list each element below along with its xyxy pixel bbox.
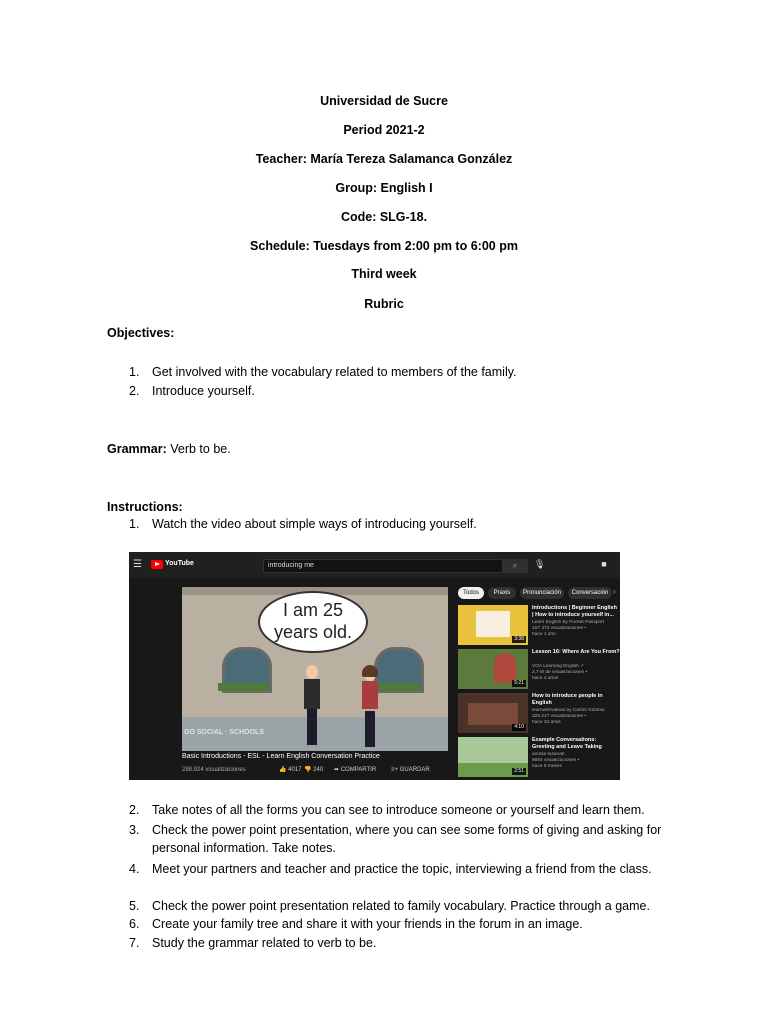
recommended-views: 2,7 M de visualizaciones • — [532, 670, 588, 675]
recommended-title: How to introduce people in English — [532, 693, 603, 706]
schedule: Schedule: Tuesdays from 2:00 pm to 6:00 pm — [250, 239, 518, 253]
recommended-title: Example Conversations: Greeting and Leave Taking — [532, 737, 602, 750]
video-duration: 5:21 — [514, 680, 524, 686]
youtube-brand[interactable]: YouTube — [165, 560, 194, 567]
recommended-age: hace 4 años — [532, 676, 559, 681]
share-button[interactable] — [334, 766, 376, 774]
thumbs-down-icon: 👎 — [304, 767, 312, 773]
save-button[interactable] — [391, 766, 430, 774]
recommended-video[interactable] — [458, 693, 618, 735]
recommended-views: 328.217 visualizaciones • — [532, 714, 586, 719]
instruction-item: Meet your partners and teacher and practice the topic, interviewing a friend from the class. — [152, 862, 652, 876]
video-views: 288.924 visualizaciones — [182, 767, 246, 773]
youtube-logo-icon[interactable] — [151, 560, 163, 569]
grammar-line — [107, 441, 231, 457]
chip-praxis[interactable]: Praxis — [488, 587, 516, 599]
like-button[interactable] — [279, 766, 302, 774]
objective-item: Introduce yourself. — [152, 384, 255, 398]
recommended-channel: annisa fusanah — [532, 752, 565, 757]
scene-plant — [218, 683, 268, 691]
instruction-number: 7. — [129, 936, 140, 950]
instruction-number: 6. — [129, 917, 140, 931]
objective-number: 1. — [129, 365, 140, 379]
instruction-number: 4. — [129, 862, 140, 876]
create-video-icon[interactable]: ■ — [601, 559, 607, 569]
instruction-item: Study the grammar related to verb to be. — [152, 936, 377, 950]
share-label: COMPARTIR — [340, 767, 377, 773]
menu-icon[interactable]: ☰ — [133, 559, 142, 570]
recommended-video[interactable] — [458, 649, 618, 691]
rubric-title: Rubric — [364, 297, 404, 311]
video-duration: 3:38 — [514, 636, 524, 642]
video-thumbnail[interactable] — [458, 605, 528, 645]
university-name: Universidad de Sucre — [320, 94, 448, 108]
search-icon[interactable]: ⌕ — [502, 559, 528, 573]
instruction-item: Check the power point presentation related to family vocabulary. Practice through a game. — [152, 899, 650, 913]
man-character — [304, 665, 320, 745]
speech-bubble — [258, 591, 368, 653]
chevron-right-icon[interactable]: › — [613, 587, 616, 596]
share-icon: ➦ — [334, 767, 340, 773]
recommended-channel: learnwithvideos by Carlos Gontow — [532, 708, 605, 713]
recommended-video[interactable] — [458, 605, 618, 647]
dislike-button[interactable] — [304, 766, 323, 774]
group: Group: English I — [335, 181, 433, 195]
youtube-screenshot — [129, 552, 620, 780]
objectives-heading: Objectives: — [107, 326, 175, 340]
chip-all[interactable]: Todos — [458, 587, 484, 599]
objective-item: Get involved with the vocabulary related to members of the family. — [152, 365, 517, 379]
recommended-age: hace 10 años — [532, 720, 561, 725]
instruction-number: 2. — [129, 803, 140, 817]
instruction-number: 3. — [129, 823, 140, 837]
woman-character — [362, 667, 378, 747]
instructions-heading: Instructions: — [107, 500, 183, 514]
recommended-views: 107 473 visualizaciones • — [532, 626, 586, 631]
video-player[interactable] — [182, 587, 448, 751]
search-input[interactable] — [263, 559, 503, 573]
recommended-channel: Learn English by Pocket Passport — [532, 620, 604, 625]
video-duration: 2:51 — [514, 768, 524, 774]
code: Code: SLG-18. — [340, 210, 428, 224]
microphone-icon[interactable]: 🎙 — [534, 559, 546, 569]
recommended-video[interactable] — [458, 737, 618, 779]
video-thumbnail[interactable] — [458, 649, 528, 689]
recommended-age: hace 9 meses — [532, 764, 562, 769]
save-label: GUARDAR — [399, 767, 430, 773]
objective-number: 2. — [129, 384, 140, 398]
thumbs-up-icon: 👍 — [279, 767, 287, 773]
save-icon: ≡+ — [391, 767, 399, 773]
channel-watermark: GO SOCIAL · SCHOOLS — [184, 729, 264, 736]
youtube-topbar — [129, 552, 620, 578]
search-value: introducing me — [268, 562, 314, 569]
recommended-title: Lesson 16: Where Are You From? — [532, 649, 620, 655]
instruction-item: Create your family tree and share it with your friends in the forum in an image. — [152, 917, 583, 931]
video-title: Basic Introductions - ESL - Learn English Conversation Practice — [182, 753, 380, 760]
grammar-text: Verb to be. — [170, 442, 231, 456]
instruction-item: Take notes of all the forms you can see to introduce someone or yourself and learn them. — [152, 803, 645, 817]
instruction-item: Watch the video about simple ways of introducing yourself. — [152, 517, 477, 531]
period: Period 2021-2 — [343, 123, 425, 137]
recommended-views: 8664 visualizaciones • — [532, 758, 580, 763]
grammar-label: Grammar: — [107, 442, 167, 456]
recommended-title: Introductions | Beginner English | How to introduce yourself in... — [532, 605, 617, 618]
video-thumbnail[interactable] — [458, 737, 528, 777]
teacher: Teacher: María Tereza Salamanca González — [255, 152, 513, 166]
dislike-count: 240 — [313, 767, 324, 773]
recommended-channel: VOA Learning English ✓ — [532, 664, 585, 669]
instruction-item: Check the power point presentation, where you can see some forms of giving and asking for personal information. Take notes. — [152, 823, 662, 855]
video-thumbnail[interactable] — [458, 693, 528, 733]
speech-bubble-text: I am 25 years old. — [273, 600, 353, 642]
like-count: 4017 — [288, 767, 302, 773]
video-duration: 4:10 — [514, 724, 524, 730]
chip-conversation[interactable]: Conversación — [568, 587, 612, 599]
instruction-number: 1. — [129, 517, 140, 531]
recommended-age: hace 1 año — [532, 632, 556, 637]
week: Third week — [351, 267, 417, 281]
instruction-number: 5. — [129, 899, 140, 913]
chip-pronunciation[interactable]: Pronunciación — [520, 587, 564, 599]
